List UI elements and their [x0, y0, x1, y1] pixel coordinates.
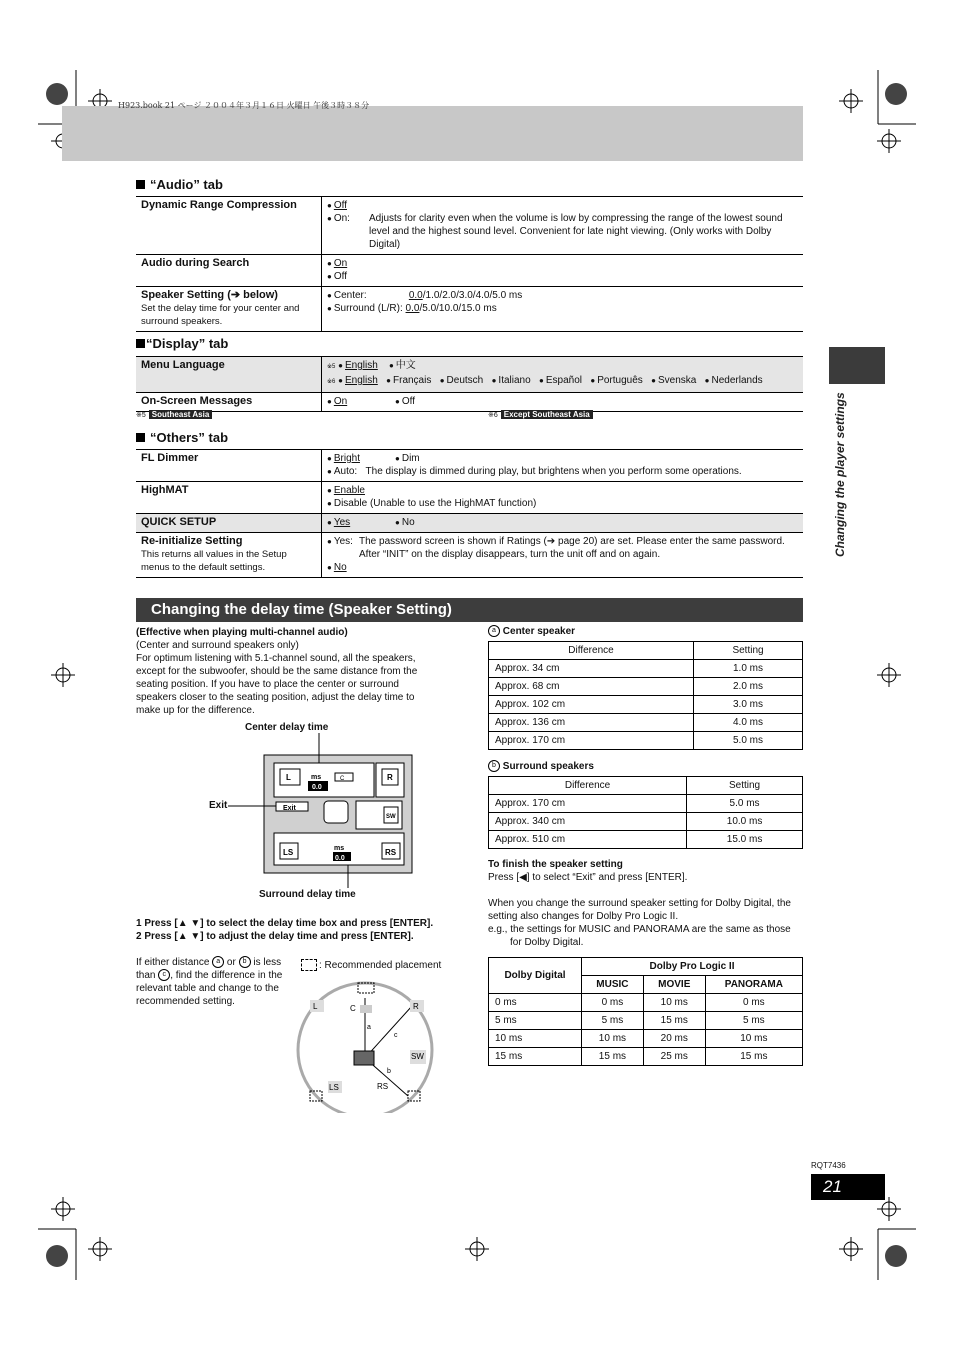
dolby-note: When you change the surround speaker setting for Dolby Digital, the setting also changes for Dolby Pro Logic II. e.g., the settings for MUSIC and PANORAMA are the same as those for Dolby Digital.: [488, 898, 791, 948]
table-row: 10 ms 10 ms 20 ms 10 ms: [489, 1030, 803, 1048]
page-number: 21: [811, 1174, 885, 1200]
table-header: Dolby Pro Logic II: [582, 958, 803, 976]
others-settings-table: [136, 449, 803, 578]
intro-text: (Effective when playing multi-channel audio) (Center and surround speakers only) For optimum listening with 5.1-channel sound, all the speakers, except for the subwoofer, should be the same distance from the seating position. If you have to place the center or surround speakers closer to the seating position, adjust the delay time to make up for the difference.: [136, 627, 418, 716]
table-header: Setting: [694, 642, 803, 660]
section-title: Changing the delay time (Speaker Setting): [136, 598, 803, 622]
option-bright: Bright: [333, 453, 360, 464]
table-header: MOVIE: [643, 976, 705, 994]
table-header: PANORAMA: [705, 976, 802, 994]
model-code: RQT7436: [811, 1161, 846, 1170]
option-no: No: [333, 562, 347, 573]
center-values: /1.0/2.0/3.0/4.0/5.0 ms: [422, 290, 523, 301]
room-b: b: [387, 1068, 391, 1075]
finish-text: Press [◀] to select “Exit” and press [ENTER].: [488, 872, 688, 883]
table-row: [136, 482, 803, 514]
table-row: 5 ms 5 ms 15 ms 5 ms: [489, 1012, 803, 1030]
option-off: Off: [401, 396, 415, 407]
table-row: Approx. 34 cm 1.0 ms: [489, 660, 803, 678]
option-off: Off: [333, 271, 347, 282]
room-a: a: [367, 1024, 371, 1031]
setting-label: Re-initialize Setting: [141, 535, 243, 547]
recommended-placement-legend: : Recommended placement: [301, 959, 441, 972]
osd-c: C: [340, 776, 345, 782]
surround-delay-label: Surround delay time: [259, 889, 356, 900]
center-default: 0.0: [408, 290, 423, 301]
option-yes: Yes: [333, 517, 351, 528]
setting-label: Menu Language: [141, 359, 225, 371]
table-header: Dolby Digital: [489, 958, 582, 994]
option-no: No: [401, 517, 415, 528]
audio-settings-table: [136, 196, 803, 332]
lang-option: Español: [545, 375, 582, 386]
distance-note: If either distance a or b is less than c , find the difference in the relevant table and change to the recommended setting.: [136, 957, 283, 1007]
exit-label: Exit: [209, 800, 228, 811]
table-row: [136, 533, 803, 578]
table-header: MUSIC: [582, 976, 644, 994]
setting-label: HighMAT: [141, 484, 189, 496]
lang-option: Français: [393, 375, 432, 386]
option-on: On: [333, 396, 348, 407]
setting-description: Set the delay time for your center and surround speakers.: [141, 303, 300, 327]
option-enable: Enable: [333, 485, 365, 496]
finish-title: To finish the speaker setting: [488, 859, 623, 870]
lang-option: Deutsch: [446, 375, 484, 386]
table-header: Setting: [687, 777, 803, 795]
lang-option: English: [345, 360, 378, 371]
setting-description: This returns all values in the Setup menus to the default settings.: [141, 549, 287, 573]
setting-label: Speaker Setting (➔ below): [141, 289, 278, 301]
room-layout-diagram: [290, 978, 440, 1113]
speaker-setting-osd-figure: [228, 733, 418, 893]
table-row: [136, 255, 803, 287]
osd-exit: Exit: [283, 805, 296, 812]
dolby-settings-table: [488, 957, 803, 1066]
step-2: 2 Press [▲ ▼] to adjust the delay time and press [ENTER].: [136, 931, 414, 942]
option-yes: ● Yes:: [327, 535, 359, 561]
option-description: The password screen is shown if Ratings (➔ page 20) are set. Please enter the same password. After “INIT” on the display disappears, turn the unit off and on again.: [359, 536, 785, 560]
room-l: L: [313, 1002, 318, 1011]
surround-speakers-title: b Surround speakers: [488, 760, 594, 773]
center-delay-label: Center delay time: [245, 722, 329, 733]
table-header: Difference: [489, 642, 694, 660]
table-row: Approx. 136 cm 4.0 ms: [489, 714, 803, 732]
lang-option: Italiano: [498, 375, 531, 386]
option-auto: Auto:: [333, 466, 358, 477]
osd-l: L: [286, 773, 291, 782]
room-c-distance: c: [394, 1032, 398, 1039]
side-tab-label: Changing the player settings: [833, 392, 847, 557]
table-row: Approx. 68 cm 2.0 ms: [489, 678, 803, 696]
note-mark: ※5: [327, 364, 336, 370]
lang-option: Svenska: [657, 375, 697, 386]
table-row: Approx. 102 cm 3.0 ms: [489, 696, 803, 714]
setting-label: FL Dimmer: [141, 452, 199, 464]
table-row: Approx. 170 cm 5.0 ms: [489, 795, 803, 813]
osd-ls: LS: [283, 848, 294, 857]
setting-label: Audio during Search: [141, 257, 250, 269]
table-row: [136, 514, 803, 533]
side-tab-marker: [829, 347, 885, 384]
center-key: Center:: [333, 290, 367, 301]
table-row: [136, 450, 803, 482]
osd-surround-value: 0.0: [335, 855, 345, 862]
setting-label: Dynamic Range Compression: [141, 199, 297, 211]
header-band: [62, 106, 803, 161]
room-rs: RS: [377, 1082, 389, 1091]
surround-values: /5.0/10.0/15.0 ms: [419, 303, 497, 314]
option-on: ● On:: [327, 212, 369, 251]
surround-speakers-table: [488, 776, 803, 849]
osd-ms2: ms: [334, 845, 345, 852]
display-tab-heading: “Display” tab: [136, 336, 228, 351]
option-description: The display is dimmed during play, but brightens when you perform some operations.: [365, 466, 742, 477]
option-disable: Disable (Unable to use the HighMAT function): [333, 498, 537, 509]
surround-default: 0.0: [405, 303, 420, 314]
table-row: 0 ms 0 ms 10 ms 0 ms: [489, 994, 803, 1012]
footnote-5: ※5 Southeast Asia: [136, 410, 212, 419]
table-row: [136, 393, 803, 412]
room-ls: LS: [329, 1083, 339, 1092]
display-settings-table: [136, 356, 803, 412]
table-row: Approx. 170 cm 5.0 ms: [489, 732, 803, 750]
table-row: Approx. 340 cm 10.0 ms: [489, 813, 803, 831]
osd-r: R: [387, 773, 393, 782]
room-c: C: [350, 1004, 356, 1013]
lang-option: Português: [597, 375, 643, 386]
setting-label: On-Screen Messages: [141, 395, 253, 407]
osd-ms: ms: [311, 774, 322, 781]
lang-option: Nederlands: [711, 375, 763, 386]
table-header: Difference: [489, 777, 687, 795]
others-tab-heading: “Others” tab: [136, 430, 228, 445]
option-off: Off: [333, 200, 347, 211]
room-r: R: [413, 1002, 419, 1011]
lang-option: English: [345, 375, 378, 386]
room-sw: SW: [411, 1052, 424, 1061]
table-row: 15 ms 15 ms 25 ms 15 ms: [489, 1048, 803, 1066]
table-row: [136, 197, 803, 255]
option-dim: Dim: [401, 453, 420, 464]
lang-option: 中文: [395, 360, 416, 371]
table-row: Approx. 510 cm 15.0 ms: [489, 831, 803, 849]
osd-center-value: 0.0: [312, 784, 322, 791]
file-info: H923.book 21 ページ ２００４年３月１６日 火曜日 午後３時３８分: [118, 101, 370, 110]
option-on: On: [333, 258, 348, 269]
step-1: 1 Press [▲ ▼] to select the delay time box and press [ENTER].: [136, 918, 434, 929]
footnote-6: ※6 Except Southeast Asia: [488, 410, 593, 419]
table-row: [136, 287, 803, 332]
osd-rs: RS: [385, 848, 397, 857]
surround-key: Surround (L/R):: [333, 303, 403, 314]
note-mark: ※6: [327, 379, 336, 385]
center-speaker-table: [488, 641, 803, 750]
osd-sw: SW: [386, 814, 396, 820]
table-row: [136, 357, 803, 393]
setting-label: QUICK SETUP: [141, 516, 217, 528]
center-speaker-title: a Center speaker: [488, 625, 575, 638]
option-description: Adjusts for clarity even when the volume is low by compressing the range of the lowest sound level and the highest sound level. Convenient for late night viewing. (Only works with Dolby Digital): [369, 213, 783, 250]
audio-tab-heading: “Audio” tab: [136, 177, 223, 192]
